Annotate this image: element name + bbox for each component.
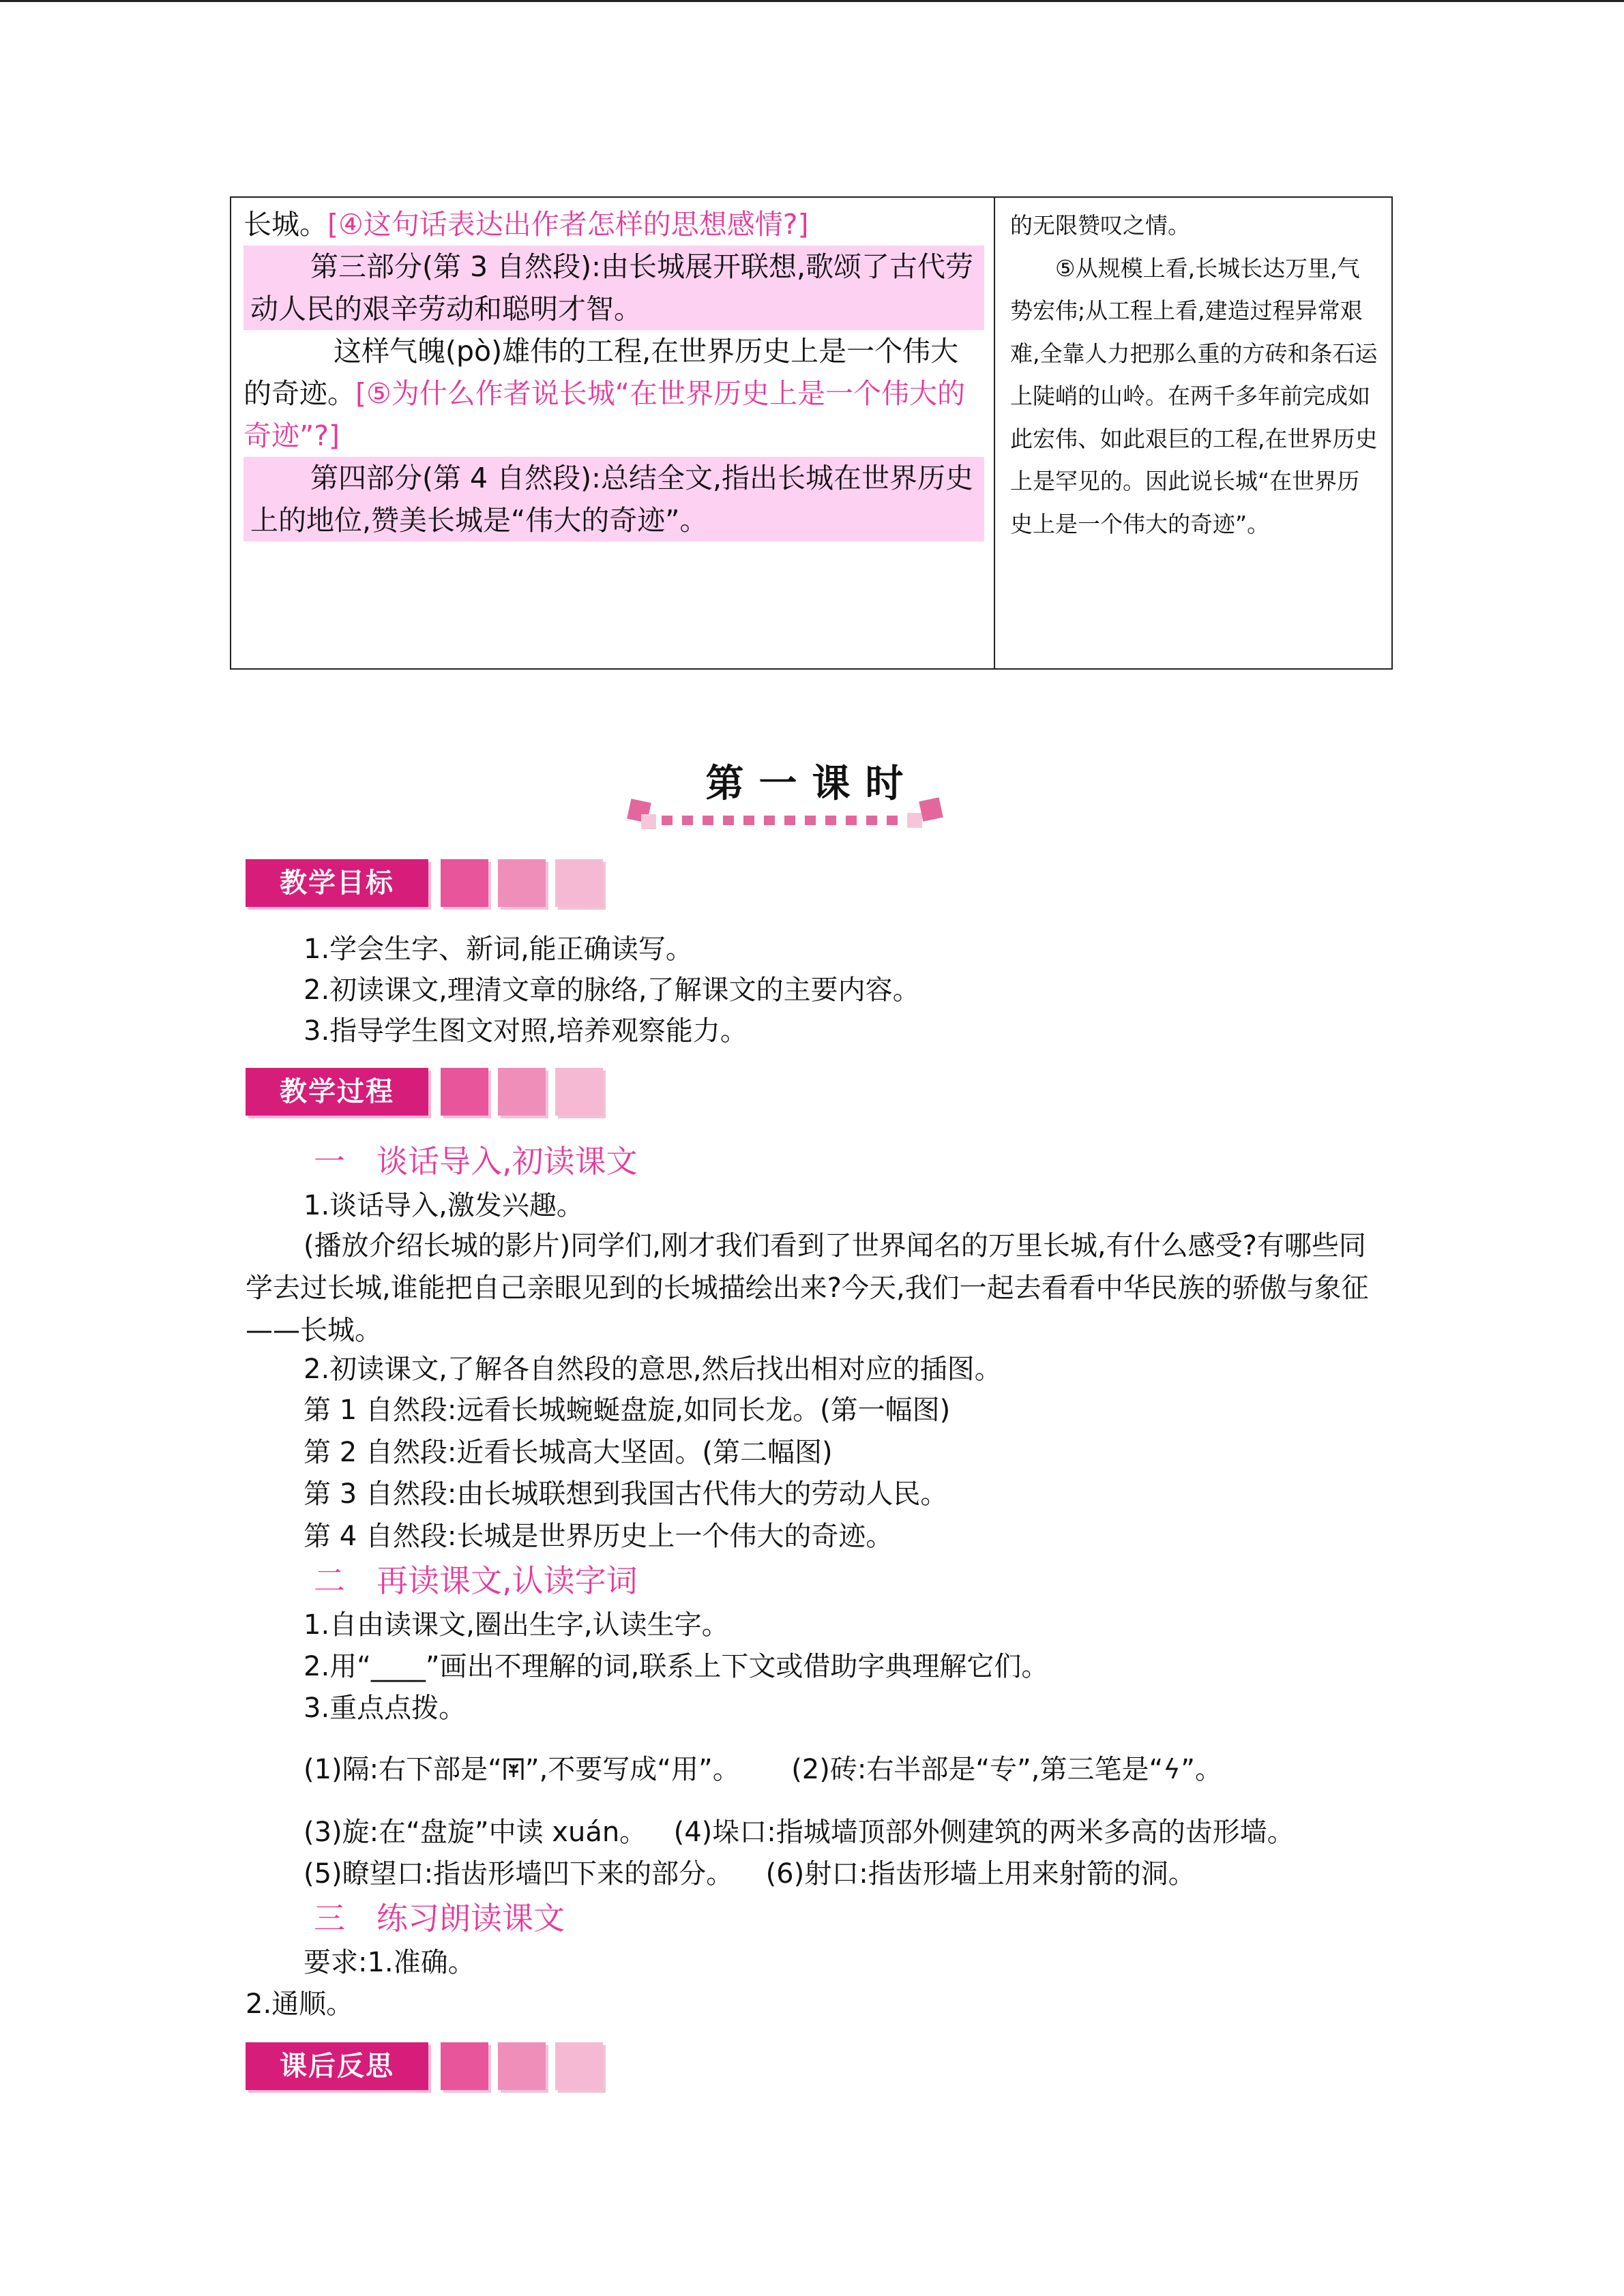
- square-decoration: [441, 1068, 488, 1116]
- top-border: [0, 0, 1624, 2]
- step-line: 2.初读课文,了解各自然段的意思,然后找出相对应的插图。: [304, 1354, 1002, 1385]
- part4-summary: 第四部分(第 4 自然段):总结全文,指出长城在世界历史上的地位,赞美长城是“伟大的奇迹”。: [243, 457, 984, 541]
- answer-4-end: 的无限赞叹之情。: [1010, 212, 1190, 239]
- question-4: [④这句话表达出作者怎样的思想感情?]: [327, 208, 809, 241]
- square-decoration: [498, 2042, 546, 2090]
- table-right-column: [1010, 205, 1378, 546]
- step-line: 2.用“____”画出不理解的词,联系上下文或借助字典理解它们。: [304, 1651, 1049, 1682]
- square-decoration: [441, 859, 488, 907]
- column-divider: [994, 198, 995, 668]
- table-left-column: [243, 203, 984, 541]
- square-decoration: [441, 2042, 488, 2090]
- step-line: 1.自由读课文,圈出生字,认读生字。: [304, 1609, 729, 1641]
- step-title: 一 谈话导入,初读课文: [314, 1143, 638, 1180]
- square-decoration: [498, 859, 546, 907]
- step-paragraph: (播放介绍长城的影片)同学们,刚才我们看到了世界闻名的万里长城,有什么感受?有哪些同学去过长城,谁能把自己亲眼见到的长城描绘出来?今天,我们一起去看看中华民族的骄傲与象征——长城。: [246, 1230, 1369, 1346]
- goal-item: 2.初读课文,理清文章的脉络,了解课文的主要内容。: [304, 974, 920, 1006]
- square-decoration: [555, 2042, 603, 2090]
- step-title: 二 再读课文,认读字词: [314, 1562, 638, 1599]
- radical-glyph-icon: [502, 1755, 525, 1781]
- section-label: 课后反思: [246, 2042, 428, 2090]
- step-line: 1.谈话导入,激发兴趣。: [304, 1190, 584, 1221]
- step-line: 3.重点点拨。: [304, 1693, 467, 1724]
- answer-5: ⑤从规模上看,长城长达万里,气势宏伟;从工程上看,建造过程异常艰难,全靠人力把那么重的方砖和条石运上陡峭的山岭。在两千多年前完成如此宏伟、如此艰巨的工程,在世界历史上是罕见的。因此说长城“在世界历史上是一个伟大的奇迹”。: [1010, 254, 1378, 537]
- goal-item: 3.指导学生图文对照,培养观察能力。: [304, 1015, 748, 1047]
- title-decoration-icon: [626, 796, 947, 837]
- table-line: 长城。[④这句话表达出作者怎样的思想感情?]: [243, 208, 809, 241]
- lesson-table: [230, 196, 1393, 670]
- table-line: 这样气魄(pò)雄伟的工程,在世界历史上是一个伟大的奇迹。[⑤为什么作者说长城“在世界历史上是一个伟大的奇迹”?]: [243, 335, 965, 452]
- note-item: (5)瞭望口:指齿形墙凹下来的部分。 (6)射口:指齿形墙上用来射箭的洞。: [304, 1858, 1196, 1890]
- goal-item: 1.学会生字、新词,能正确读写。: [304, 934, 693, 965]
- paragraph-summary: 第 4 自然段:长城是世界历史上一个伟大的奇迹。: [304, 1521, 894, 1552]
- lesson-title: 第一课时: [705, 762, 919, 806]
- step-line: 要求:1.准确。: [304, 1947, 475, 1978]
- part3-summary: 第三部分(第 3 自然段):由长城展开联想,歌颂了古代劳动人民的艰辛劳动和聪明才智。: [243, 245, 984, 330]
- square-decoration: [498, 1068, 546, 1116]
- paragraph-summary: 第 1 自然段:远看长城蜿蜒盘旋,如同长龙。(第一幅图): [304, 1395, 951, 1426]
- question-5: [⑤为什么作者说长城“在世界历史上是一个伟大的奇迹”?]: [243, 377, 965, 452]
- note-item: (3)旋:在“盘旋”中读 xuán。 (4)垛口:指城墙顶部外侧建筑的两米多高的齿形墙。: [304, 1817, 1295, 1848]
- paragraph-summary: 第 2 自然段:近看长城高大坚固。(第二幅图): [304, 1437, 833, 1468]
- note-item: (1)隔:右下部是“ ”,不要写成“用”。 (2)砖:右半部是“专”,第三笔是“ ”。: [304, 1754, 1222, 1785]
- square-decoration: [555, 1068, 603, 1116]
- section-label: 教学目标: [246, 859, 428, 907]
- square-decoration: [555, 859, 603, 907]
- paragraph-summary: 第 3 自然段:由长城联想到我国古代伟大的劳动人民。: [304, 1478, 948, 1510]
- stroke-glyph-icon: [1163, 1755, 1181, 1781]
- step-line: 2.通顺。: [246, 1988, 354, 2020]
- section-label: 教学过程: [246, 1068, 428, 1116]
- step-title: 三 练习朗读课文: [314, 1900, 565, 1937]
